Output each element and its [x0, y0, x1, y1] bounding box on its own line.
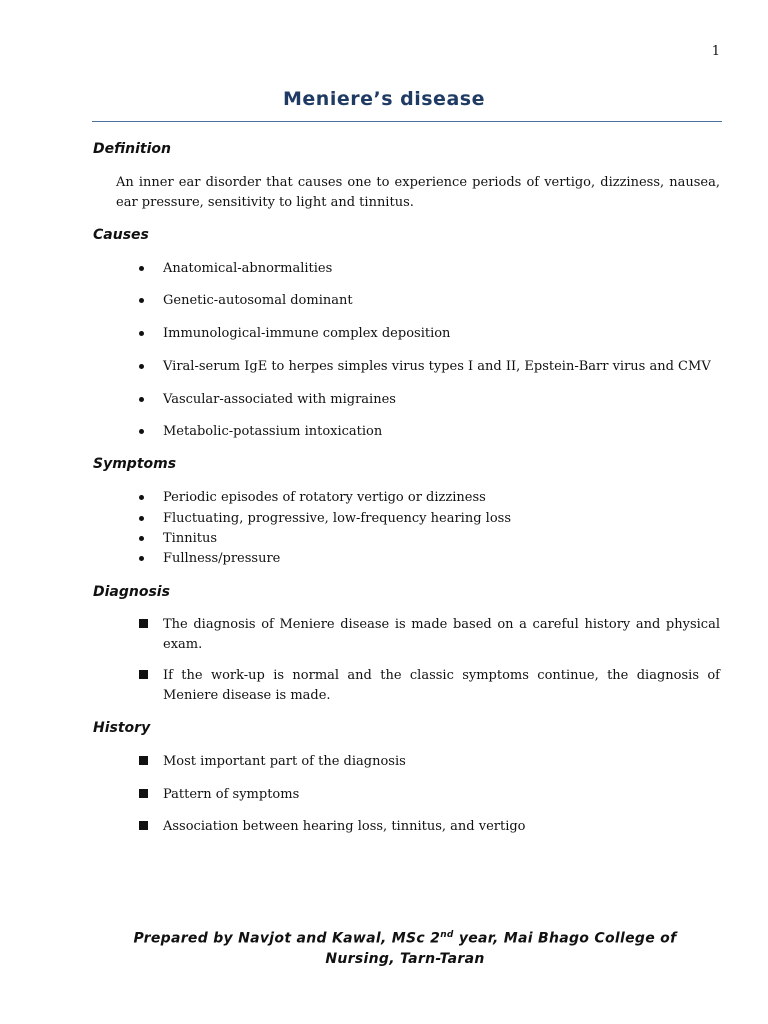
bullet-icon — [139, 266, 144, 271]
footer-line1-start: Prepared by Navjot and Kawal, MSc 2 — [133, 930, 441, 947]
footer-superscript: nd — [440, 930, 454, 940]
bullet-icon — [139, 298, 144, 303]
bullet-icon — [139, 397, 144, 402]
bullet-icon — [139, 429, 144, 434]
footer-line1-end: year, Mai Bhago College of — [453, 930, 677, 947]
diagnosis-heading: Diagnosis — [93, 584, 170, 600]
footer-line2: Nursing, Tarn-Taran — [325, 950, 485, 967]
square-bullet-icon — [139, 756, 148, 765]
bullet-icon — [139, 495, 144, 500]
bullet-icon — [139, 516, 144, 521]
page-number: 1 — [711, 44, 720, 59]
bullet-icon — [139, 364, 144, 369]
definition-text: An inner ear disorder that causes one to experience periods of vertigo, dizziness, nausea, ear pressure, sensitivity to light and tinnitus. — [116, 175, 720, 210]
definition-heading: Definition — [93, 141, 171, 157]
square-bullet-icon — [139, 670, 148, 679]
bullet-icon — [139, 556, 144, 561]
causes-heading: Causes — [93, 227, 149, 243]
history-heading: History — [93, 720, 151, 736]
title-divider — [92, 121, 722, 122]
square-bullet-icon — [139, 821, 148, 830]
bullet-icon — [139, 331, 144, 336]
footer-credit — [80, 925, 730, 969]
document-title: Meniere’s disease — [283, 88, 485, 110]
square-bullet-icon — [139, 619, 148, 628]
symptoms-heading: Symptoms — [93, 456, 177, 472]
square-bullet-icon — [139, 789, 148, 798]
bullet-icon — [139, 536, 144, 541]
